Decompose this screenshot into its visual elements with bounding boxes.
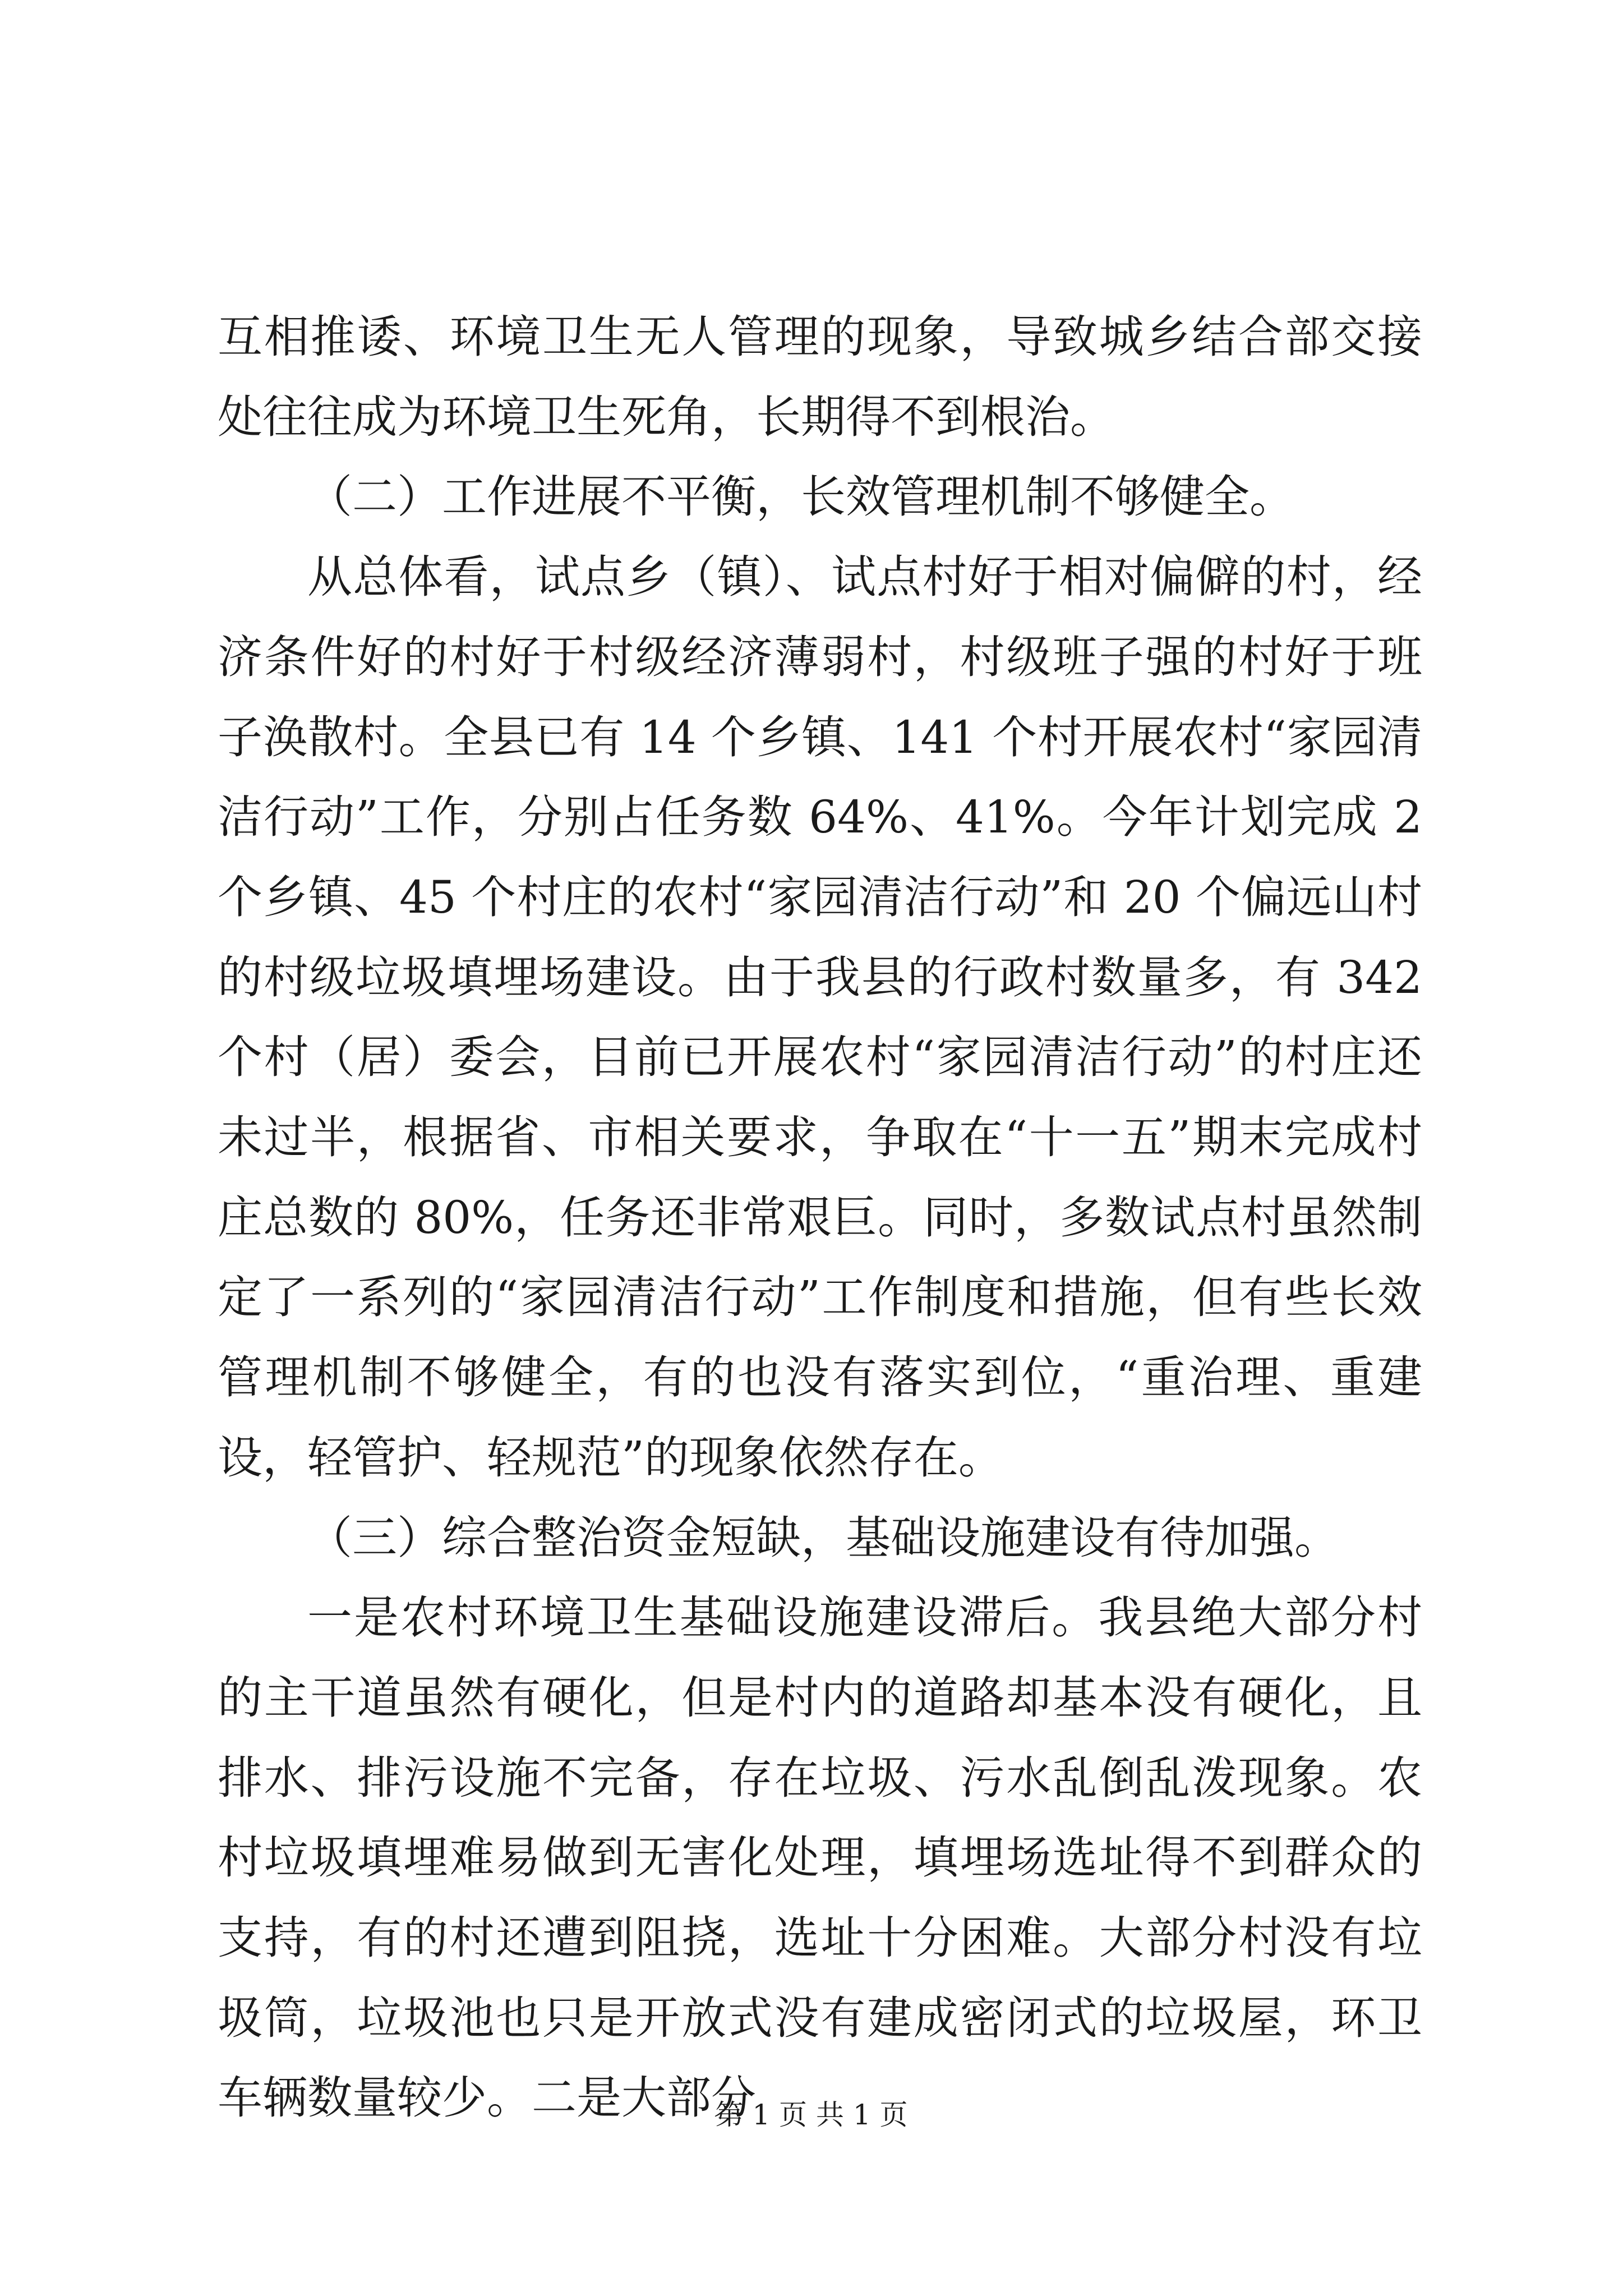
section-heading-3: （三）综合整治资金短缺，基础设施建设有待加强。 xyxy=(307,1511,1339,1564)
paragraph-progress: 从总体看，试点乡（镇）、试点村好于相对偏僻的村，经济条件好的村好于村级经济薄弱村，村级班子强的村好于班子涣散村。全县已有 14 个乡镇、141 个村开展农村“家园清洁行动”工作，分别占任务数 64%、41%。今年计划完成 2 个乡镇、45 个村庄的农村“家园清洁行动”和 20 个偏远山村的村级垃圾填埋场建设。由于我县的行政村数量多，有 342 个村（居）委会，目前已开展农村“家园清洁行动”的村庄还未过半，根据省、市相关要求，争取在“十一五”期末完成村庄总数的 80%，任务还非常艰巨。同时，多数试点村虽然制定了一系列的“家园清洁行动”工作制度和措施，但有些长效管理机制不够健全，有的也没有落实到位，“重治理、重建设，轻管护、轻规范”的现象依然存在。 xyxy=(218,551,1422,1484)
section-heading-2: （二）工作进展不平衡，长效管理机制不够健全。 xyxy=(307,471,1294,523)
paragraph-continuation: 互相推诿、环境卫生无人管理的现象，导致城乡结合部交接处往往成为环境卫生死角，长期得不到根治。 xyxy=(218,311,1422,443)
paragraph-infrastructure: 一是农村环境卫生基础设施建设滞后。我县绝大部分村的主干道虽然有硬化，但是村内的道路却基本没有硬化，且排水、排污设施不完备，存在垃圾、污水乱倒乱泼现象。农村垃圾填埋难易做到无害化处理，填埋场选址得不到群众的支持，有的村还遭到阻挠，选址十分困难。大部分村没有垃圾筒，垃圾池也只是开放式没有建成密闭式的垃圾屋，环卫车辆数量较少。二是大部分 xyxy=(218,1591,1422,2124)
document-body xyxy=(218,297,1422,2138)
page-footer: 第 1 页 共 1 页 xyxy=(715,2099,908,2131)
